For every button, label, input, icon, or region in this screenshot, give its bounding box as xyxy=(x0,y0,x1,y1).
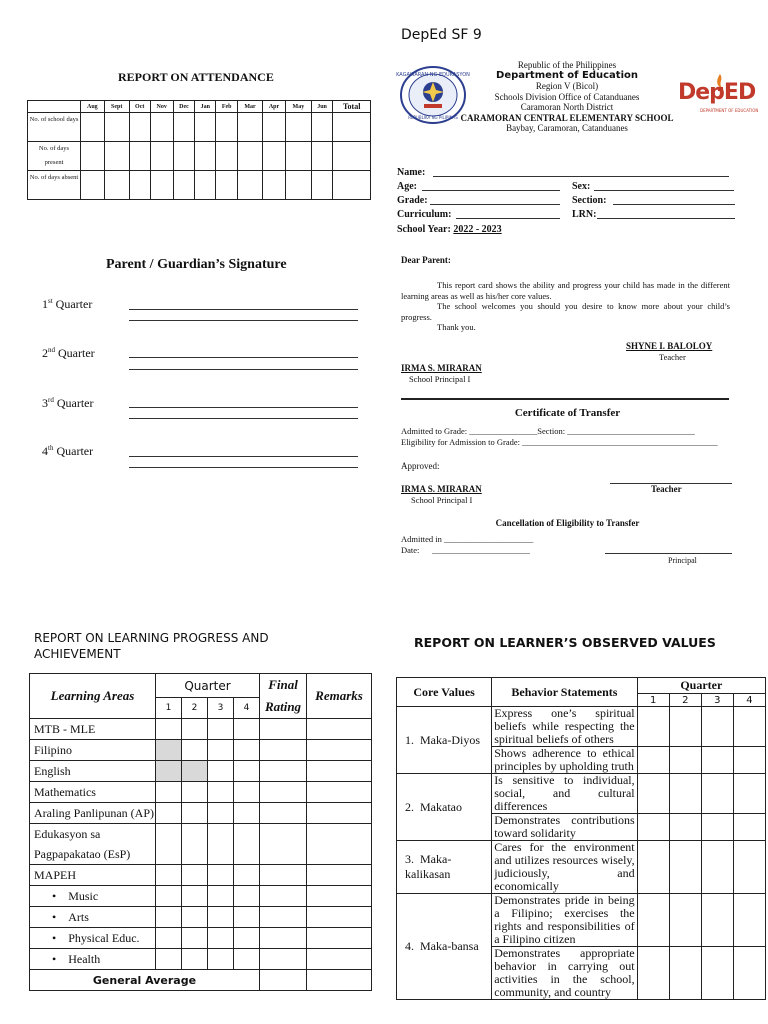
name-field[interactable] xyxy=(433,176,729,177)
core-value-name: Maka-kalikasan xyxy=(405,852,452,881)
quarter-sup: st xyxy=(48,297,53,305)
subject-row xyxy=(30,824,372,865)
subject-row xyxy=(30,719,372,740)
school-header xyxy=(400,60,734,134)
cancellation-admitted: Admitted in _____________________ xyxy=(401,534,534,544)
core-values-header: Core Values xyxy=(397,678,492,707)
quarter-sup: th xyxy=(48,444,54,452)
behavior-statement: Cares for the environment and utilizes resources wisely, judiciously, and economically xyxy=(492,841,637,894)
subject-row xyxy=(30,949,372,970)
subject-row xyxy=(30,782,372,803)
month-header: May xyxy=(286,101,312,113)
subject-label: • Physical Educ. xyxy=(30,928,156,949)
values-header-row xyxy=(397,678,766,694)
transfer-title: Certificate of Transfer xyxy=(514,407,621,419)
value-row xyxy=(397,841,766,894)
cancellation-principal: Principal xyxy=(668,556,697,565)
quarter-number: 2 xyxy=(669,694,701,707)
transfer-eligibility: Eligibility for Admission to Grade: ______________________________________________ xyxy=(401,437,718,447)
school-year-label: School Year xyxy=(397,224,448,235)
school-address: Baybay, Caramoran, Catanduanes xyxy=(506,123,628,133)
behavior-header: Behavior Statements xyxy=(492,678,637,707)
values-table xyxy=(396,677,766,1000)
quarter-label: Quarter xyxy=(55,297,93,311)
core-value-number: 1. xyxy=(405,732,414,747)
letter-greeting: Dear Parent: xyxy=(401,255,451,265)
quarter-header: Quarter xyxy=(156,674,260,698)
quarter-label: Quarter xyxy=(56,444,94,458)
signature-line[interactable] xyxy=(129,418,358,419)
quarter-number: 2 xyxy=(182,698,208,719)
transfer-teacher-title: Teacher xyxy=(651,484,682,494)
school-year: School Year: 2022 - 2023 xyxy=(397,224,502,235)
region-text: Region V (Bicol) xyxy=(535,81,599,91)
signature-line[interactable] xyxy=(129,407,358,408)
division-text: Schools Division Office of Catanduanes xyxy=(494,91,640,102)
core-value-number: 4. xyxy=(405,939,414,953)
quarter-sup: nd xyxy=(48,346,55,354)
behavior-statement: Shows adherence to ethical principles by upholding truth xyxy=(492,747,637,774)
lrn-field[interactable] xyxy=(597,218,735,219)
signature-line[interactable] xyxy=(129,467,358,468)
principal-name: IRMA S. MIRARAN xyxy=(401,363,482,373)
core-value-cell xyxy=(397,841,492,894)
seal-bottom-text: REPUBLIKA NG PILIPINAS xyxy=(408,115,458,120)
learning-areas-header: Learning Areas xyxy=(30,674,156,719)
section-field[interactable] xyxy=(613,204,735,205)
quarter-number: 4 xyxy=(733,694,765,707)
attendance-row-label: No. of days absent xyxy=(28,171,81,200)
age-field[interactable] xyxy=(422,190,560,191)
signature-line[interactable] xyxy=(129,369,358,370)
quarter-number: 1 xyxy=(156,698,182,719)
behavior-statement: Demonstrates contributions toward solidarity xyxy=(492,814,637,841)
district-text: Caramoran North District xyxy=(520,102,614,112)
quarter-header: Quarter xyxy=(637,678,765,694)
letter-paragraph-1: This report card shows the ability and progress your child has made in the different learning areas as well as his/her core values. xyxy=(401,280,730,301)
attendance-row xyxy=(28,171,371,200)
transfer-approved: Approved: xyxy=(401,461,440,471)
core-value-cell xyxy=(397,707,492,774)
section-divider xyxy=(401,398,729,400)
subject-label: • Health xyxy=(30,949,156,970)
signature-line[interactable] xyxy=(129,320,358,321)
subject-row xyxy=(30,865,372,886)
transfer-principal-name: IRMA S. MIRARAN xyxy=(401,484,482,494)
subject-label: MAPEH xyxy=(30,865,156,886)
month-header: Jan xyxy=(195,101,216,113)
deped-logo-subtext: DEPARTMENT OF EDUCATION xyxy=(700,108,759,113)
quarter-num: 1 xyxy=(42,297,48,311)
behavior-statement: Express one’s spiritual beliefs while respecting the spiritual beliefs of others xyxy=(492,707,637,747)
signature-quarter-2 xyxy=(42,346,95,361)
behavior-statement: Demonstrates appropriate behavior in carrying out activities in the school, community, and country xyxy=(492,947,637,1000)
subject-row xyxy=(30,761,372,782)
signature-quarter-3 xyxy=(42,396,94,411)
signature-line[interactable] xyxy=(129,456,358,457)
subject-row xyxy=(30,907,372,928)
signature-quarter-4 xyxy=(42,444,93,459)
signature-title: Parent / Guardian’s Signature xyxy=(106,257,287,272)
core-value-name: Makatao xyxy=(420,799,462,814)
seal-text: KAGAWARAN NG EDUKASYON xyxy=(396,72,470,78)
quarter-label: Quarter xyxy=(58,346,95,360)
behavior-statement: Demonstrates pride in being a Filipino; exercises the rights and responsibilities of a Filipino citizen xyxy=(492,894,637,947)
core-value-number: 3. xyxy=(405,852,414,866)
core-value-cell xyxy=(397,894,492,1000)
attendance-row-label: No. of school days xyxy=(28,113,81,142)
quarter-num: 3 xyxy=(42,396,48,410)
values-title: REPORT ON LEARNER’S OBSERVED VALUES xyxy=(414,635,716,650)
subject-row xyxy=(30,740,372,761)
school-name: CARAMORAN CENTRAL ELEMENTARY SCHOOL xyxy=(460,112,674,123)
letter-paragraph-2: The school welcomes you should you desire to know more about your child’s progress. xyxy=(401,301,730,322)
age-label: Age: xyxy=(397,181,417,192)
learning-header-row xyxy=(30,674,372,698)
final-rating-header: Final Rating xyxy=(260,674,307,719)
school-year-value: 2022 - 2023 xyxy=(453,224,502,235)
attendance-row xyxy=(28,142,371,171)
month-header: Aug xyxy=(81,101,105,113)
subject-label: Araling Panlipunan (AP) xyxy=(30,803,156,824)
subject-row xyxy=(30,886,372,907)
attendance-table xyxy=(27,100,371,200)
learning-title: REPORT ON LEARNING PROGRESS AND ACHIEVEMENT xyxy=(34,631,269,661)
teacher-name: SHYNE I. BALOLOY xyxy=(626,341,713,351)
transfer-admitted: Admitted to Grade: ________________Section: ______________________________ xyxy=(401,426,695,436)
quarter-number: 3 xyxy=(208,698,234,719)
subject-label: Filipino xyxy=(30,740,156,761)
month-header: Nov xyxy=(150,101,173,113)
principal-title: School Principal I xyxy=(409,374,471,384)
general-average-row xyxy=(30,970,372,991)
name-label: Name: xyxy=(397,167,426,178)
department-text: Department of Education xyxy=(496,69,638,81)
letter-thanks: Thank you. xyxy=(437,322,476,332)
value-row xyxy=(397,894,766,947)
signature-line[interactable] xyxy=(129,309,358,310)
cancellation-title: Cancellation of Eligibility to Transfer xyxy=(495,518,640,528)
remarks-header: Remarks xyxy=(307,674,372,719)
attendance-header-row xyxy=(28,101,371,113)
subject-label: English xyxy=(30,761,156,782)
month-header: Sept xyxy=(104,101,129,113)
month-header: Feb xyxy=(216,101,238,113)
lrn-label: LRN: xyxy=(572,209,597,220)
subject-row xyxy=(30,803,372,824)
deped-logo-text: DepED xyxy=(678,80,756,105)
core-value-number: 2. xyxy=(405,799,414,814)
subject-label: Mathematics xyxy=(30,782,156,803)
month-header: Oct xyxy=(129,101,150,113)
month-header: Dec xyxy=(173,101,195,113)
teacher-title: Teacher xyxy=(659,352,686,362)
signature-line[interactable] xyxy=(129,357,358,358)
sex-field[interactable] xyxy=(594,190,734,191)
quarter-sup: rd xyxy=(48,396,54,404)
transfer-principal-title: School Principal I xyxy=(411,495,473,505)
subject-row xyxy=(30,928,372,949)
value-row xyxy=(397,774,766,814)
section-label: Section: xyxy=(572,195,607,206)
republic-text: Republic of the Philippines xyxy=(517,60,617,70)
quarter-number: 3 xyxy=(701,694,733,707)
cancellation-date: Date: _______________________ xyxy=(401,545,530,555)
grade-label: Grade: xyxy=(397,195,428,206)
quarter-num: 4 xyxy=(42,444,48,458)
attendance-corner-cell xyxy=(28,101,81,113)
subject-label: MTB - MLE xyxy=(30,719,156,740)
attendance-title: REPORT ON ATTENDANCE xyxy=(118,70,274,84)
month-header: Mar xyxy=(237,101,262,113)
quarter-number: 4 xyxy=(234,698,260,719)
total-header: Total xyxy=(333,101,371,113)
letter-body xyxy=(401,280,730,333)
sex-label: Sex: xyxy=(572,181,591,192)
behavior-statement: Is sensitive to individual, social, and cultural differences xyxy=(492,774,637,814)
core-value-name: Maka-bansa xyxy=(420,939,479,953)
month-header: Jun xyxy=(311,101,333,113)
grade-field[interactable] xyxy=(430,204,560,205)
core-value-name: Maka-Diyos xyxy=(420,732,480,747)
quarter-num: 2 xyxy=(42,346,48,360)
form-id: DepEd SF 9 xyxy=(401,27,482,43)
principal-signature-line[interactable] xyxy=(605,553,732,554)
month-header: Apr xyxy=(263,101,286,113)
attendance-row xyxy=(28,113,371,142)
quarter-label: Quarter xyxy=(56,396,94,410)
curriculum-label: Curriculum: xyxy=(397,209,452,220)
attendance-row-label: No. of days present xyxy=(28,142,81,171)
core-value-cell xyxy=(397,774,492,841)
subject-label: • Music xyxy=(30,886,156,907)
value-row xyxy=(397,707,766,747)
learning-table xyxy=(29,673,372,991)
signature-quarter-1 xyxy=(42,297,92,312)
general-average-label: General Average xyxy=(30,970,260,991)
subject-label: • Arts xyxy=(30,907,156,928)
quarter-number: 1 xyxy=(637,694,669,707)
subject-label: Edukasyon sa Pagpapakatao (EsP) xyxy=(30,824,156,865)
curriculum-field[interactable] xyxy=(456,218,560,219)
